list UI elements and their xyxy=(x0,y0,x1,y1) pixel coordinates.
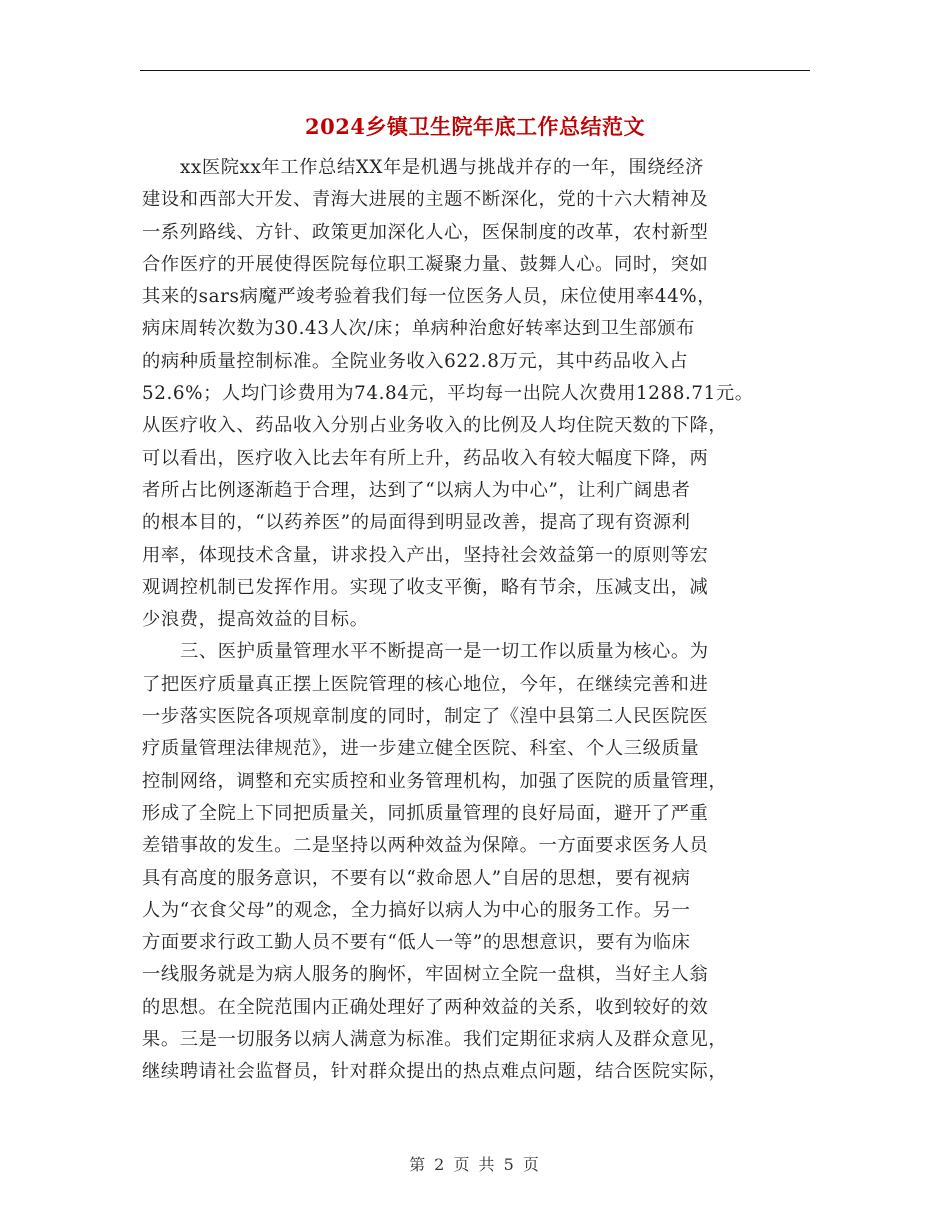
text-line: 的根本目的，“以药养医”的局面得到明显改善，提高了现有资源利 xyxy=(142,512,691,534)
text-line: xx医院xx年工作总结XX年是机遇与挑战并存的一年，围绕经济 xyxy=(180,157,705,178)
text-line: 形成了全院上下同把质量关，同抓质量管理的良好局面，避开了严重 xyxy=(142,802,709,824)
text-line: 继续聘请社会监督员，针对群众提出的热点难点问题，结合医院实际， xyxy=(142,1061,728,1083)
text-line: 具有高度的服务意识，不要有以“救命恩人”自居的思想，要有视病 xyxy=(142,867,691,889)
text-line: 合作医疗的开展使得医院每位职工凝聚力量、鼓舞人心。同时，突如 xyxy=(142,253,709,275)
text-line: 的病种质量控制标准。全院业务收入622.8万元，其中药品收入占 xyxy=(142,350,689,372)
page-number: 第 2 页 共 5 页 xyxy=(409,1155,541,1174)
text-line: 差错事故的发生。二是坚持以两种效益为保障。一方面要求医务人员 xyxy=(142,835,709,857)
text-line: 一步落实医院各项规章制度的同时，制定了《湟中县第二人民医院医 xyxy=(142,706,709,728)
header-rule xyxy=(140,70,810,71)
document-title: 2024乡镇卫生院年底工作总结范文 xyxy=(305,114,645,139)
text-line: 一线服务就是为病人服务的胸怀，牢固树立全院一盘棋，当好主人翁 xyxy=(142,964,709,986)
text-line: 少浪费，提高效益的目标。 xyxy=(142,609,369,631)
text-line: 人为“衣食父母”的观念，全力搞好以病人为中心的服务工作。另一 xyxy=(142,899,691,921)
text-line: 三、医护质量管理水平不断提高一是一切工作以质量为核心。为 xyxy=(180,641,709,663)
text-line: 方面要求行政工勤人员不要有“低人一等”的思想意识，要有为临床 xyxy=(142,932,691,954)
text-line: 果。三是一切服务以病人满意为标准。我们定期征求病人及群众意见， xyxy=(142,1029,728,1051)
text-line: 观调控机制已发挥作用。实现了收支平衡，略有节余，压减支出，减 xyxy=(142,576,709,598)
text-line: 用率，体现技术含量，讲求投入产出，坚持社会效益第一的原则等宏 xyxy=(142,544,709,566)
text-line: 者所占比例逐渐趋于合理，达到了“以病人为中心”，让利广阔患者 xyxy=(142,479,691,501)
document-body xyxy=(142,152,812,1089)
text-line: 从医疗收入、药品收入分别占业务收入的比例及人均住院天数的下降， xyxy=(142,415,728,437)
text-line: 可以看出，医疗收入比去年有所上升，药品收入有较大幅度下降，两 xyxy=(142,447,709,469)
text-line: 疗质量管理法律规范》，进一步建立健全医院、科室、个人三级质量 xyxy=(142,738,700,760)
text-line: 52.6%；人均门诊费用为74.84元，平均每一出院人次费用1288.71元。 xyxy=(142,383,754,405)
text-line: 控制网络，调整和充实质控和业务管理机构，加强了医院的质量管理， xyxy=(142,770,728,792)
text-line: 其来的sars病魔严竣考验着我们每一位医务人员，床位使用率44%， xyxy=(142,286,717,308)
text-line: 了把医疗质量真正摆上医院管理的核心地位，今年，在继续完善和进 xyxy=(142,673,709,695)
text-line: 一系列路线、方针、政策更加深化人心，医保制度的改革，农村新型 xyxy=(142,221,709,243)
text-line: 的思想。在全院范围内正确处理好了两种效益的关系，收到较好的效 xyxy=(142,996,709,1018)
text-line: 建设和西部大开发、青海大进展的主题不断深化，党的十六大精神及 xyxy=(142,189,709,211)
text-line: 病床周转次数为30.43人次/床；单病种治愈好转率达到卫生部颁布 xyxy=(142,318,696,340)
